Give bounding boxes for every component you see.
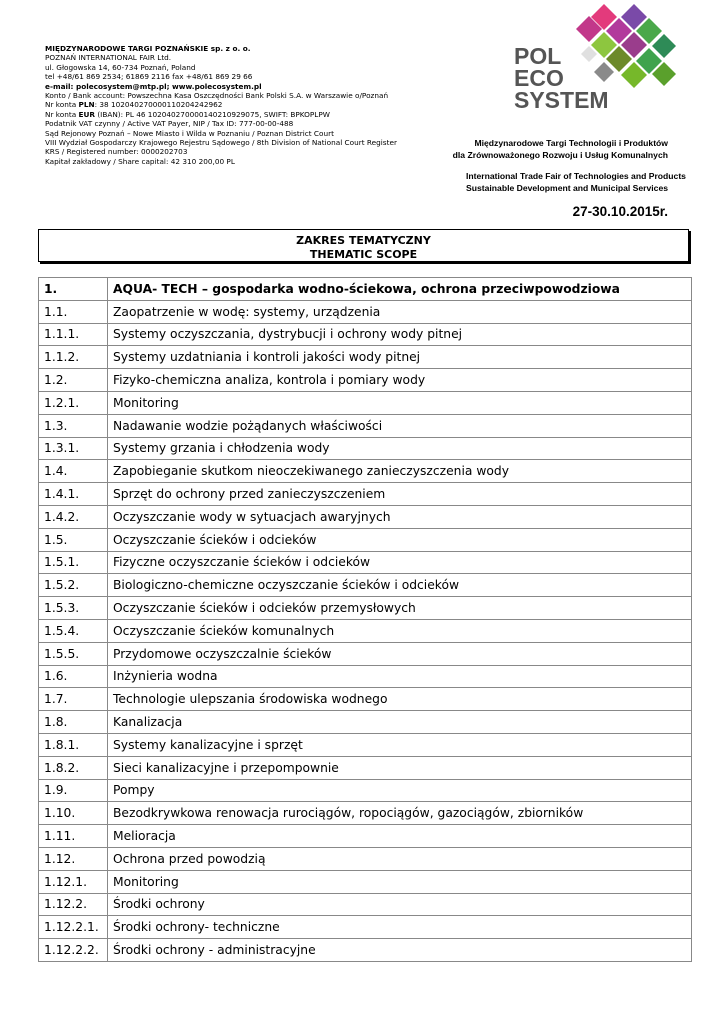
table-row (39, 688, 692, 711)
item-label: Monitoring (108, 391, 692, 414)
table-row (39, 551, 692, 574)
item-number: 1.5.1. (39, 551, 108, 574)
table-row (39, 619, 692, 642)
table-row (39, 711, 692, 734)
company-krs: KRS / Registered number: 0000202703 (45, 147, 188, 157)
item-number: 1.1.1. (39, 323, 108, 346)
item-number: 1.4. (39, 460, 108, 483)
account-eur-value: (IBAN): PL 46 102040270000140210929075, SWIFT: BPKOPLPW (95, 109, 330, 119)
table-row (39, 414, 692, 437)
item-number: 1.6. (39, 665, 108, 688)
item-number: 1.9. (39, 779, 108, 802)
item-label: Inżynieria wodna (108, 665, 692, 688)
item-label: Oczyszczanie wody w sytuacjach awaryjnych (108, 505, 692, 528)
table-row (39, 574, 692, 597)
item-number: 1.12.2.1. (39, 916, 108, 939)
fair-name-pl-line1: Międzynarodowe Targi Technologii i Produktów (474, 138, 668, 148)
table-row (39, 483, 692, 506)
table-row (39, 300, 692, 323)
account-pln-value: : 38 102040270000110204242962 (94, 100, 223, 110)
logo-line-pol: POL (514, 43, 562, 69)
account-pln (45, 100, 445, 109)
table-row (39, 369, 692, 392)
scope-title-en: THEMATIC SCOPE (309, 248, 418, 261)
company-info (45, 44, 445, 166)
item-label: Nadawanie wodzie pożądanych właściwości (108, 414, 692, 437)
table-row (39, 437, 692, 460)
item-number: 1.5.3. (39, 597, 108, 620)
table-row (39, 460, 692, 483)
item-number: 1.8.2. (39, 756, 108, 779)
item-label: Systemy oczyszczania, dystrybucji i ochrony wody pitnej (108, 323, 692, 346)
company-name: MIĘDZYNARODOWE TARGI POZNAŃSKIE sp. z o. o. (45, 44, 251, 53)
item-label: Systemy kanalizacyjne i sprzęt (108, 733, 692, 756)
poleco-logo (514, 4, 676, 112)
account-pln-prefix: Nr konta (45, 100, 79, 110)
company-capital: Kapitał zakładowy / Share capital: 42 310 200,00 PL (45, 156, 235, 166)
table-row (39, 642, 692, 665)
fair-name-en (466, 171, 686, 194)
item-label: Środki ochrony (108, 893, 692, 916)
company-register: VIII Wydział Gospodarczy Krajowego Rejestru Sądowego / 8th Division of National Court Register (45, 138, 397, 148)
item-number: 1.2.1. (39, 391, 108, 414)
item-number: 1.12.1. (39, 870, 108, 893)
item-label: Ochrona przed powodzią (108, 847, 692, 870)
item-label: Bezodkrywkowa renowacja rurociągów, ropociągów, gazociągów, zbiorników (108, 802, 692, 825)
item-number: 1.12.2.2. (39, 939, 108, 962)
item-label: Technologie ulepszania środowiska wodnego (108, 688, 692, 711)
table-row (39, 597, 692, 620)
item-number: 1.2. (39, 369, 108, 392)
item-label: Systemy grzania i chłodzenia wody (108, 437, 692, 460)
item-number: 1.4.1. (39, 483, 108, 506)
item-label: Zapobieganie skutkom nieoczekiwanego zanieczyszczenia wody (108, 460, 692, 483)
item-number: 1.12.2. (39, 893, 108, 916)
table-row (39, 391, 692, 414)
company-vat: Podatnik VAT czynny / Active VAT Payer, NIP / Tax ID: 777-00-00-488 (45, 119, 294, 129)
item-number: 1.1.2. (39, 346, 108, 369)
item-label: Przydomowe oczyszczalnie ścieków (108, 642, 692, 665)
item-label: Systemy uzdatniania i kontroli jakości wody pitnej (108, 346, 692, 369)
account-eur-label: EUR (78, 109, 96, 119)
fair-name-en-line2: Sustainable Development and Municipal Services (466, 182, 669, 193)
item-number: 1.7. (39, 688, 108, 711)
table-row (39, 870, 692, 893)
company-bank: Konto / Bank account: Powszechna Kasa Oszczędności Bank Polski S.A. w Warszawie o/Poznań (45, 91, 389, 101)
account-pln-label: PLN (78, 100, 95, 110)
logo-line-system: SYSTEM (514, 87, 609, 112)
table-row (39, 825, 692, 848)
account-eur-prefix: Nr konta (45, 109, 79, 119)
item-label: Melioracja (108, 825, 692, 848)
fair-date: 27-30.10.2015r. (572, 204, 668, 219)
company-court: Sąd Rejonowy Poznań – Nowe Miasto i Wilda w Poznaniu / Poznan District Court (45, 128, 334, 138)
table-row (39, 893, 692, 916)
item-number: 1.8.1. (39, 733, 108, 756)
table-row (39, 847, 692, 870)
fair-name-pl (453, 138, 668, 161)
table-row (39, 756, 692, 779)
item-number: 1.12. (39, 847, 108, 870)
item-number: 1.5.4. (39, 619, 108, 642)
table-row (39, 323, 692, 346)
thematic-scope-title (38, 229, 689, 262)
item-label: Środki ochrony- techniczne (108, 916, 692, 939)
company-name-en: POZNAŃ INTERNATIONAL FAIR Ltd. (45, 53, 172, 63)
company-address: ul. Głogowska 14, 60-734 Poznań, Poland (45, 62, 196, 72)
item-label: Biologiczno-chemiczne oczyszczanie ścieków i odcieków (108, 574, 692, 597)
table-row (39, 346, 692, 369)
item-label: Pompy (108, 779, 692, 802)
item-label: Oczyszczanie ścieków i odcieków przemysłowych (108, 597, 692, 620)
table-row (39, 278, 692, 301)
item-label: Fizyko-chemiczna analiza, kontrola i pomiary wody (108, 369, 692, 392)
item-label: Środki ochrony - administracyjne (108, 939, 692, 962)
table-row (39, 802, 692, 825)
fair-name-en-line1: International Trade Fair of Technologies and Products (466, 171, 686, 181)
item-number: 1.4.2. (39, 505, 108, 528)
item-number: 1.1. (39, 300, 108, 323)
item-label: Kanalizacja (108, 711, 692, 734)
logo-mosaic-icon (576, 4, 676, 88)
table-row (39, 779, 692, 802)
scope-table (38, 277, 692, 962)
item-number: 1.3. (39, 414, 108, 437)
table-row (39, 916, 692, 939)
item-label: Oczyszczanie ścieków i odcieków (108, 528, 692, 551)
table-row (39, 665, 692, 688)
item-label: Sieci kanalizacyjne i przepompownie (108, 756, 692, 779)
item-number: 1.8. (39, 711, 108, 734)
item-label: Oczyszczanie ścieków komunalnych (108, 619, 692, 642)
fair-name-pl-line2: dla Zrównoważonego Rozwoju i Usług Komunalnych (452, 149, 668, 160)
table-row (39, 528, 692, 551)
item-label: Fizyczne oczyszczanie ścieków i odcieków (108, 551, 692, 574)
item-label: Zaopatrzenie w wodę: systemy, urządzenia (108, 300, 692, 323)
table-row (39, 733, 692, 756)
table-row (39, 939, 692, 962)
item-label: Sprzęt do ochrony przed zanieczyszczeniem (108, 483, 692, 506)
item-number: 1.5. (39, 528, 108, 551)
item-label: AQUA- TECH – gospodarka wodno-ściekowa, ochrona przeciwpowodziowa (108, 278, 692, 301)
item-number: 1.11. (39, 825, 108, 848)
item-number: 1.3.1. (39, 437, 108, 460)
company-phone: tel +48/61 869 2534; 61869 2116 fax +48/61 869 29 66 (45, 72, 253, 82)
logo-line-eco: ECO (514, 65, 564, 91)
item-label: Monitoring (108, 870, 692, 893)
item-number: 1.10. (39, 802, 108, 825)
scope-title-pl: ZAKRES TEMATYCZNY (296, 234, 431, 247)
item-number: 1.5.2. (39, 574, 108, 597)
company-email: e-mail: polecosystem@mtp.pl; www.polecosystem.pl (45, 81, 262, 91)
item-number: 1. (39, 278, 108, 301)
account-eur (45, 110, 445, 119)
table-row (39, 505, 692, 528)
item-number: 1.5.5. (39, 642, 108, 665)
